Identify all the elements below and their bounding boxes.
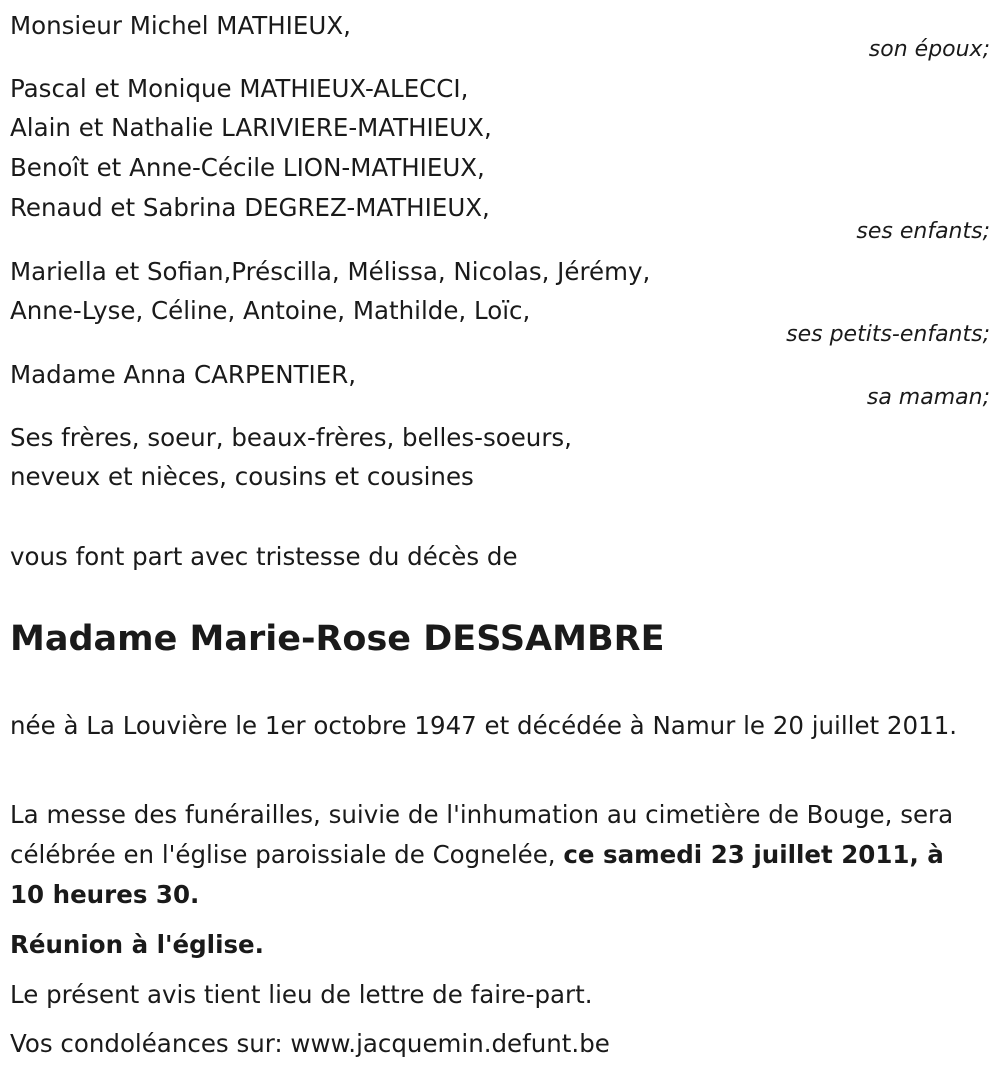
grandchildren-line-1: Mariella et Sofian,Préscilla, Mélissa, Nicolas, Jérémy, bbox=[10, 257, 651, 286]
spouse-name: Monsieur Michel MATHIEUX, bbox=[10, 11, 351, 40]
funeral-details: La messe des funérailles, suivie de l'inhumation au cimetière de Bouge, sera célébrée en l'église paroissiale de Cognelée, bbox=[10, 800, 954, 869]
deceased-name: Madame Marie-Rose DESSAMBRE bbox=[10, 619, 665, 659]
birth-death-text: née à La Louvière le 1er octobre 1947 et décédée à Namur le 20 juillet 2011. bbox=[10, 711, 958, 740]
extended-family-line-1: Ses frères, soeur, beaux-frères, belles-soeurs, bbox=[10, 423, 572, 452]
child-line-4: Renaud et Sabrina DEGREZ-MATHIEUX, bbox=[10, 193, 490, 222]
notice-text: Le présent avis tient lieu de lettre de faire-part. bbox=[10, 980, 593, 1009]
mother-role: sa maman; bbox=[866, 385, 990, 410]
grandchildren-role: ses petits-enfants; bbox=[786, 322, 990, 347]
meeting-text: Réunion à l'église. bbox=[10, 930, 264, 959]
child-line-3: Benoît et Anne-Cécile LION-MATHIEUX, bbox=[10, 153, 485, 182]
funeral-date-time: ce samedi 23 juillet 2011, à 10 heures 30. bbox=[10, 840, 944, 909]
funeral-text bbox=[10, 795, 985, 915]
extended-family-line-2: neveux et nièces, cousins et cousines bbox=[10, 462, 474, 491]
child-line-2: Alain et Nathalie LARIVIERE-MATHIEUX, bbox=[10, 113, 492, 142]
spouse-role: son époux; bbox=[868, 37, 990, 62]
mother-name: Madame Anna CARPENTIER, bbox=[10, 360, 357, 389]
grandchildren-line-2: Anne-Lyse, Céline, Antoine, Mathilde, Loïc, bbox=[10, 296, 531, 325]
children-role: ses enfants; bbox=[856, 219, 990, 244]
child-line-1: Pascal et Monique MATHIEUX-ALECCI, bbox=[10, 74, 469, 103]
announcement-text: vous font part avec tristesse du décès de bbox=[10, 542, 518, 571]
condolences-text: Vos condoléances sur: www.jacquemin.defunt.be bbox=[10, 1029, 610, 1058]
